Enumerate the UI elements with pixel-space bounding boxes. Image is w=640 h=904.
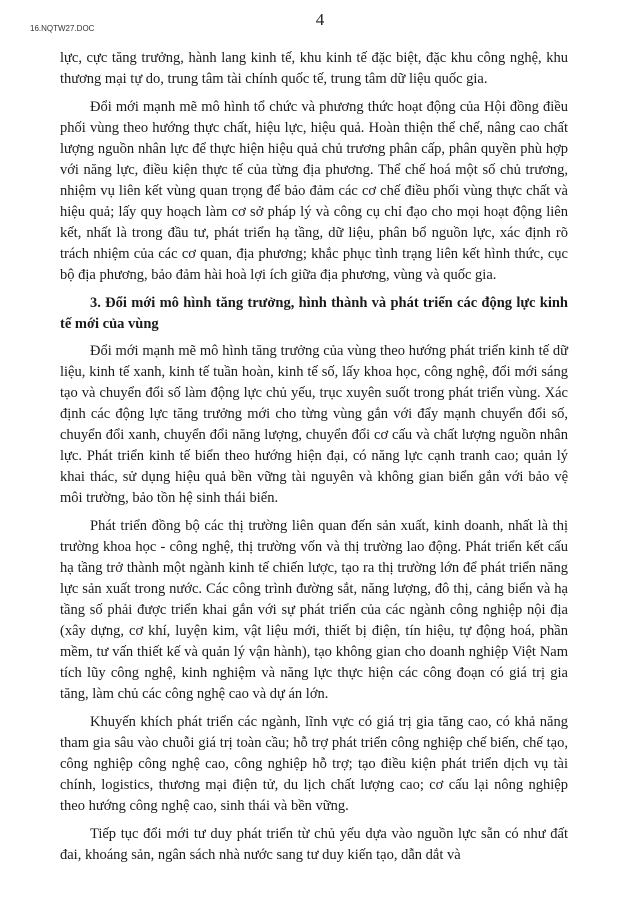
file-code: 16.NQTW27.DOC bbox=[30, 24, 95, 33]
page-number: 4 bbox=[315, 10, 325, 29]
paragraph: Khuyến khích phát triển các ngành, lĩnh vực có giá trị gia tăng cao, có khả năng tham gia sâu vào chuỗi giá trị toàn cầu; hỗ trợ phát triển công nghiệp chế biến, chế tạo, công nghiệp công nghệ cao, công nghiệp hỗ trợ; tạo điều kiện phát triển dịch vụ tài chính, logistics, thương mại điện tử, du lịch chất lượng cao; cơ cấu lại nông nghiệp theo hướng công nghệ cao, sinh thái và bền vững. bbox=[60, 714, 568, 814]
paragraph-continuation: lực, cực tăng trưởng, hành lang kinh tế, khu kinh tế đặc biệt, đặc khu công nghệ, khu thương mại tự do, trung tâm tài chính quốc tế, trung tâm dữ liệu quốc gia. bbox=[60, 50, 568, 87]
document-body bbox=[60, 48, 568, 873]
paragraph: Phát triển đồng bộ các thị trường liên quan đến sản xuất, kinh doanh, nhất là thị trường khoa học - công nghệ, thị trường vốn và thị trường lao động. Phát triển kết cấu hạ tầng trở thành một ngành kinh tế chiến lược, tạo ra thị trường lớn để phát triển năng lực sản xuất trong nước. Các công trình đường sắt, năng lượng, đô thị, cảng biển và hạ tầng số phải được triển khai gắn với sự phát triển của các ngành công nghiệp nội địa (xây dựng, cơ khí, luyện kim, vật liệu mới, thiết bị điện, tín hiệu, tự động hoá, phần mềm, tư vấn thiết kế và quản lý vận hành), tạo không gian cho doanh nghiệp Việt Nam tích lũy công nghệ, kinh nghiệm và năng lực thực hiện các công đoạn có giá trị gia tăng, làm chủ các công nghệ cao và dự án lớn. bbox=[60, 518, 568, 702]
paragraph: Đổi mới mạnh mẽ mô hình tăng trưởng của vùng theo hướng phát triển kinh tế dữ liệu, kinh tế xanh, kinh tế tuần hoàn, kinh tế số, lấy khoa học, công nghệ, đổi mới sáng tạo và chuyển đổi số làm động lực chủ yếu, trục xuyên suốt trong phát triển vùng. Xác định các động lực tăng trưởng mới cho từng vùng gắn với đẩy mạnh chuyển đổi số, chuyển đổi xanh, chuyển đổi năng lượng, chuyển đổi cơ cấu và chất lượng nguồn nhân lực. Phát triển kinh tế biển theo hướng hiện đại, có năng lực cạnh tranh cao; quản lý khai thác, sử dụng hiệu quả bền vững tài nguyên và không gian biển gắn với bảo vệ môi trường, bảo tồn hệ sinh thái biển. bbox=[60, 343, 568, 506]
paragraph: Đổi mới mạnh mẽ mô hình tổ chức và phương thức hoạt động của Hội đồng điều phối vùng theo hướng thực chất, hiệu lực, hiệu quả. Hoàn thiện thể chế, nâng cao chất lượng nguồn nhân lực để thực hiện hiệu quả chủ trương phân cấp, phân quyền phù hợp với năng lực, điều kiện thực tế của từng địa phương. Thể chế hoá một số chủ trương, nhiệm vụ liên kết vùng quan trọng để bảo đảm các cơ chế điều phối vùng thực chất và hiệu quả; lấy quy hoạch làm cơ sở pháp lý và công cụ chỉ đạo cho mọi hoạt động liên kết, nhất là trong đầu tư, phát triển hạ tầng, dữ liệu, phân bổ nguồn lực, xác định rõ trách nhiệm của các cơ quan, địa phương; khắc phục tình trạng liên kết hình thức, cục bộ địa phương, bảo đảm hài hoà lợi ích giữa địa phương, vùng và quốc gia. bbox=[60, 99, 568, 283]
paragraph: Tiếp tục đổi mới tư duy phát triển từ chủ yếu dựa vào nguồn lực sẵn có như đất đai, khoáng sản, ngân sách nhà nước sang tư duy kiến tạo, dẫn dắt và bbox=[60, 826, 568, 863]
section-heading: 3. Đổi mới mô hình tăng trưởng, hình thành và phát triển các động lực kinh tế mới của vùng bbox=[60, 295, 568, 332]
